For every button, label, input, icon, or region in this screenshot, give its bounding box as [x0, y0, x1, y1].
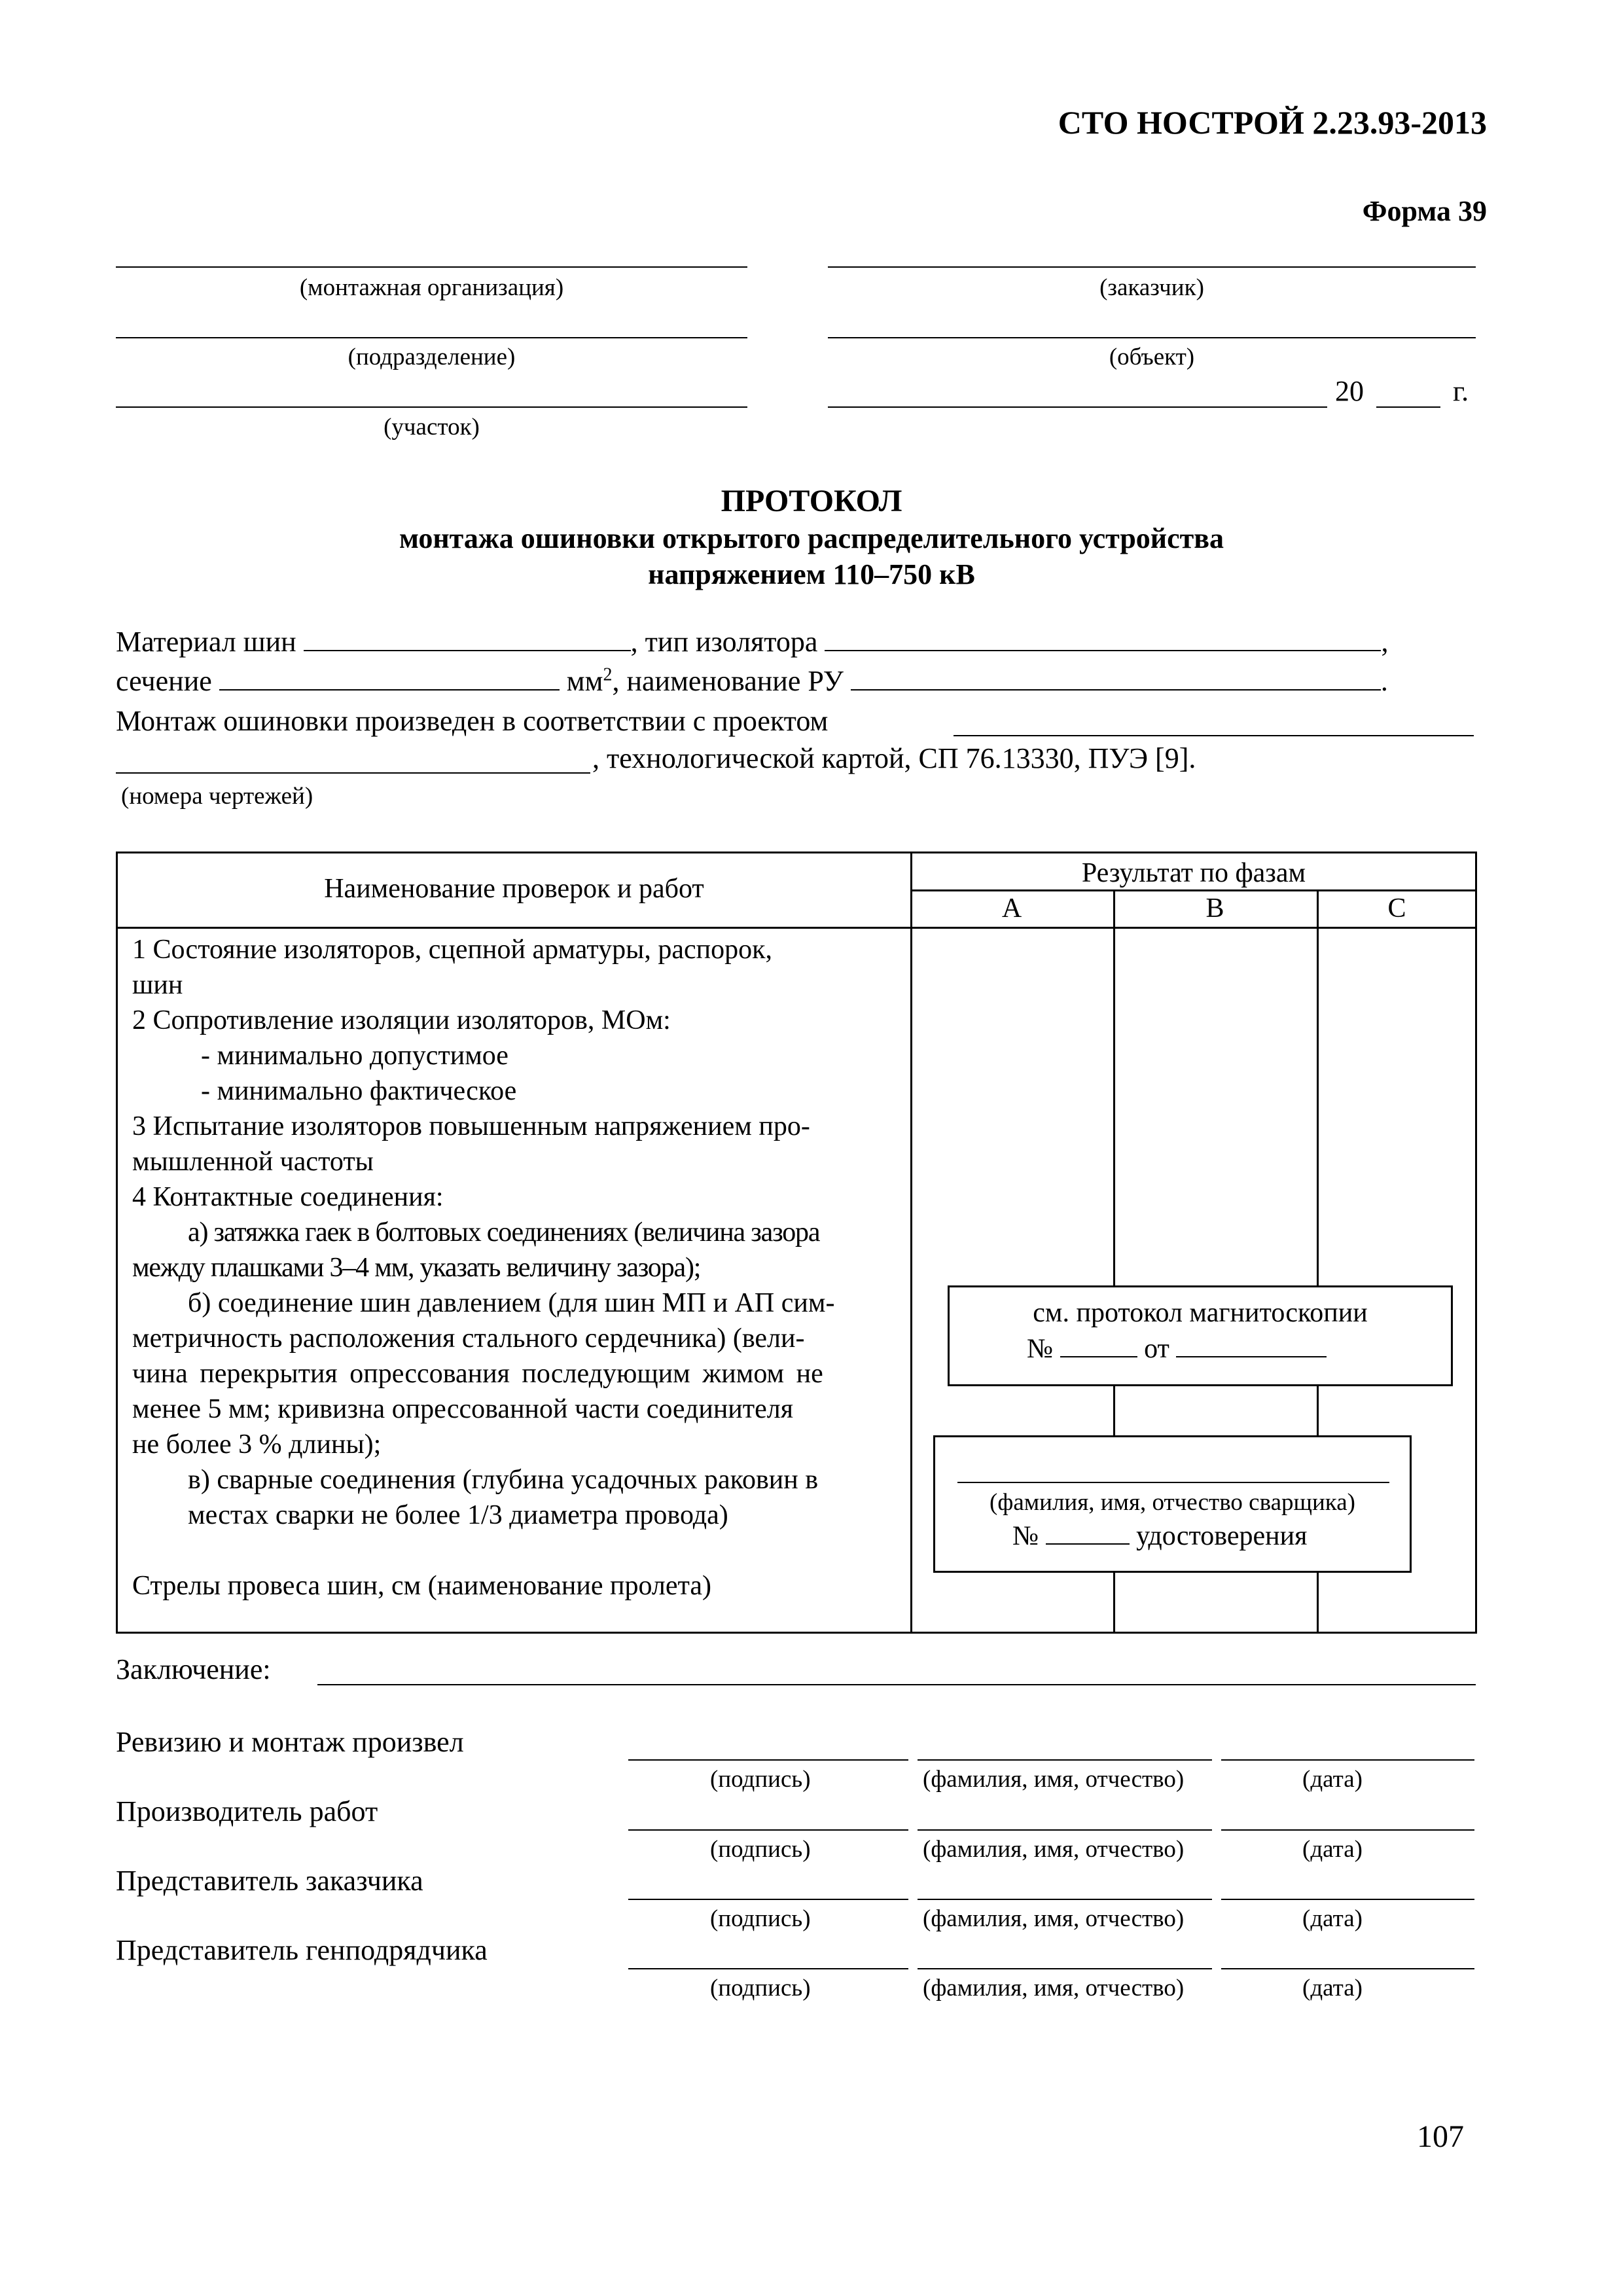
intro-line-1: [116, 625, 1388, 658]
object-field-line[interactable]: [828, 337, 1476, 338]
date-year-line[interactable]: [1376, 406, 1440, 408]
date-field-line[interactable]: [828, 406, 1327, 408]
ru-name-field[interactable]: [851, 666, 1381, 691]
object-caption: (объект): [1109, 344, 1195, 370]
welder-name-field[interactable]: [957, 1482, 1389, 1483]
sig3-name-line[interactable]: [918, 1899, 1212, 1900]
insulator-field[interactable]: [825, 626, 1381, 651]
sig2-date-caption: (дата): [1302, 1836, 1363, 1863]
signature-role-4: Представитель генподрядчика: [116, 1934, 488, 1966]
ru-label: , наименование РУ: [612, 665, 844, 697]
magnetoscopy-date-field[interactable]: [1176, 1335, 1327, 1357]
list-item: между плашками 3–4 мм, указать величину зазора);: [132, 1253, 701, 1283]
drawings-field[interactable]: [116, 772, 590, 774]
signature-role-2: Производитель работ: [116, 1795, 378, 1827]
list-item: метричность расположения стального сердечника) (вели-: [132, 1323, 805, 1354]
welder-caption: (фамилия, имя, отчество сварщика): [990, 1489, 1355, 1516]
col-name-header: Наименование проверок и работ: [324, 874, 704, 904]
insulator-label: , тип изолятора: [630, 626, 818, 658]
magnetoscopy-ot-label: от: [1144, 1334, 1169, 1364]
list-item: - минимально допустимое: [201, 1041, 508, 1071]
standard-code: СТО НОСТРОЙ 2.23.93-2013: [1058, 104, 1487, 141]
section-field-line[interactable]: [116, 406, 747, 408]
checks-list: [132, 932, 1012, 1604]
list-item: 1 Состояние изоляторов, сцепной арматуры, распорок,: [132, 935, 773, 965]
magnetoscopy-no-field[interactable]: [1060, 1335, 1137, 1357]
line2-period: .: [1380, 665, 1388, 697]
magnetoscopy-no-row: [1027, 1333, 1327, 1365]
checks-table: [116, 852, 1477, 1634]
sig2-name-line[interactable]: [918, 1829, 1212, 1831]
page-number: 107: [1417, 2119, 1464, 2154]
protocol-subtitle-2: напряжением 110–750 кВ: [648, 558, 975, 590]
sig4-date-line[interactable]: [1221, 1968, 1474, 1969]
result-header-divider: [910, 889, 1475, 891]
sig1-date-line[interactable]: [1221, 1759, 1474, 1761]
sig4-date-caption: (дата): [1302, 1975, 1363, 2001]
customer-field-line[interactable]: [828, 266, 1476, 268]
magnetoscopy-box: [948, 1285, 1453, 1386]
sig2-signature-line[interactable]: [628, 1829, 908, 1831]
conclusion-label: Заключение:: [116, 1653, 271, 1685]
date-suffix: г.: [1453, 375, 1469, 407]
line1-comma: ,: [1381, 626, 1389, 658]
sig3-signature-caption: (подпись): [710, 1905, 811, 1932]
sig3-date-caption: (дата): [1302, 1905, 1363, 1932]
list-item: Стрелы провеса шин, см (наименование пролета): [132, 1571, 712, 1601]
sig1-signature-line[interactable]: [628, 1759, 908, 1761]
list-item: а) затяжка гаек в болтовых соединениях (величина зазора: [188, 1217, 820, 1247]
list-item: - минимально фактическое: [201, 1076, 517, 1106]
division-field-line[interactable]: [116, 337, 747, 338]
header-bottom-divider: [118, 927, 1475, 929]
cross-section-field[interactable]: [219, 666, 560, 691]
protocol-title: ПРОТОКОЛ: [721, 484, 902, 518]
sig2-date-line[interactable]: [1221, 1829, 1474, 1831]
phase-a-header: А: [1001, 893, 1022, 924]
list-spacer: [132, 1533, 1012, 1568]
welder-cert-row: [1012, 1520, 1307, 1552]
signature-role-3: Представитель заказчика: [116, 1865, 423, 1897]
date-year-prefix: 20: [1335, 375, 1364, 407]
signature-role-1: Ревизию и монтаж произвел: [116, 1726, 464, 1758]
list-item: 2 Сопротивление изоляции изоляторов, МОм:: [132, 1005, 671, 1035]
customer-caption: (заказчик): [1099, 274, 1204, 301]
sig4-name-line[interactable]: [918, 1968, 1212, 1969]
list-item: б) соединение шин давлением (для шин МП и АП сим-: [188, 1288, 835, 1318]
phase-b-header: В: [1205, 893, 1224, 924]
section-caption: (участок): [383, 414, 480, 440]
phase-c-header: С: [1387, 893, 1406, 924]
sig4-name-caption: (фамилия, имя, отчество): [923, 1975, 1185, 2001]
sig4-signature-caption: (подпись): [710, 1975, 811, 2001]
welder-no-label: №: [1012, 1521, 1039, 1551]
magnetoscopy-label: см. протокол магнитоскопии: [1033, 1298, 1368, 1328]
sig3-name-caption: (фамилия, имя, отчество): [923, 1905, 1185, 1932]
sig1-signature-caption: (подпись): [710, 1766, 811, 1793]
conclusion-field[interactable]: [317, 1684, 1476, 1685]
list-item: в) сварные соединения (глубина усадочных раковин в: [188, 1465, 819, 1495]
material-field[interactable]: [304, 626, 631, 651]
intro-line-3: [116, 704, 828, 738]
drawings-caption: (номера чертежей): [121, 783, 313, 810]
sig4-signature-line[interactable]: [628, 1968, 908, 1969]
form-number: Форма 39: [1362, 195, 1487, 227]
list-item: местах сварки не более 1/3 диаметра провода): [188, 1500, 728, 1530]
sig3-signature-line[interactable]: [628, 1899, 908, 1900]
list-item: мышленной частоты: [132, 1147, 374, 1177]
list-item: 3 Испытание изоляторов повышенным напряжением про-: [132, 1111, 810, 1141]
project-field[interactable]: [954, 735, 1474, 736]
protocol-subtitle-1: монтажа ошиновки открытого распределительного устройства: [399, 522, 1224, 554]
mm-exponent: 2: [603, 664, 613, 685]
org-field-line[interactable]: [116, 266, 747, 268]
list-item: чина перекрытия опрессования последующим жимом не: [132, 1359, 823, 1389]
welder-cert-no-field[interactable]: [1046, 1522, 1130, 1545]
welder-cert-label: удостоверения: [1136, 1521, 1308, 1551]
sig2-name-caption: (фамилия, имя, отчество): [923, 1836, 1185, 1863]
list-item: 4 Контактные соединения:: [132, 1182, 444, 1212]
intro-tail: , технологической картой, СП 76.13330, ПУЭ [9].: [592, 742, 1196, 774]
division-caption: (подразделение): [348, 344, 516, 370]
welder-box: [933, 1435, 1412, 1573]
magnetoscopy-no-label: №: [1027, 1334, 1054, 1364]
result-header: Результат по фазам: [1081, 858, 1306, 888]
list-item: менее 5 мм; кривизна опрессованной части соединителя: [132, 1394, 794, 1424]
intro-line-2: [116, 664, 1388, 698]
montage-label: Монтаж ошиновки произведен в соответствии с проектом: [116, 705, 829, 737]
list-item: не более 3 % длины);: [132, 1429, 382, 1460]
sig1-date-caption: (дата): [1302, 1766, 1363, 1793]
section-label: сечение: [116, 665, 212, 697]
org-caption: (монтажная организация): [299, 274, 564, 301]
material-label: Материал шин: [116, 626, 296, 658]
sig1-name-line[interactable]: [918, 1759, 1212, 1761]
sig2-signature-caption: (подпись): [710, 1836, 811, 1863]
list-item: шин: [132, 970, 183, 1000]
sig1-name-caption: (фамилия, имя, отчество): [923, 1766, 1185, 1793]
mm-label: мм: [566, 665, 603, 697]
sig3-date-line[interactable]: [1221, 1899, 1474, 1900]
